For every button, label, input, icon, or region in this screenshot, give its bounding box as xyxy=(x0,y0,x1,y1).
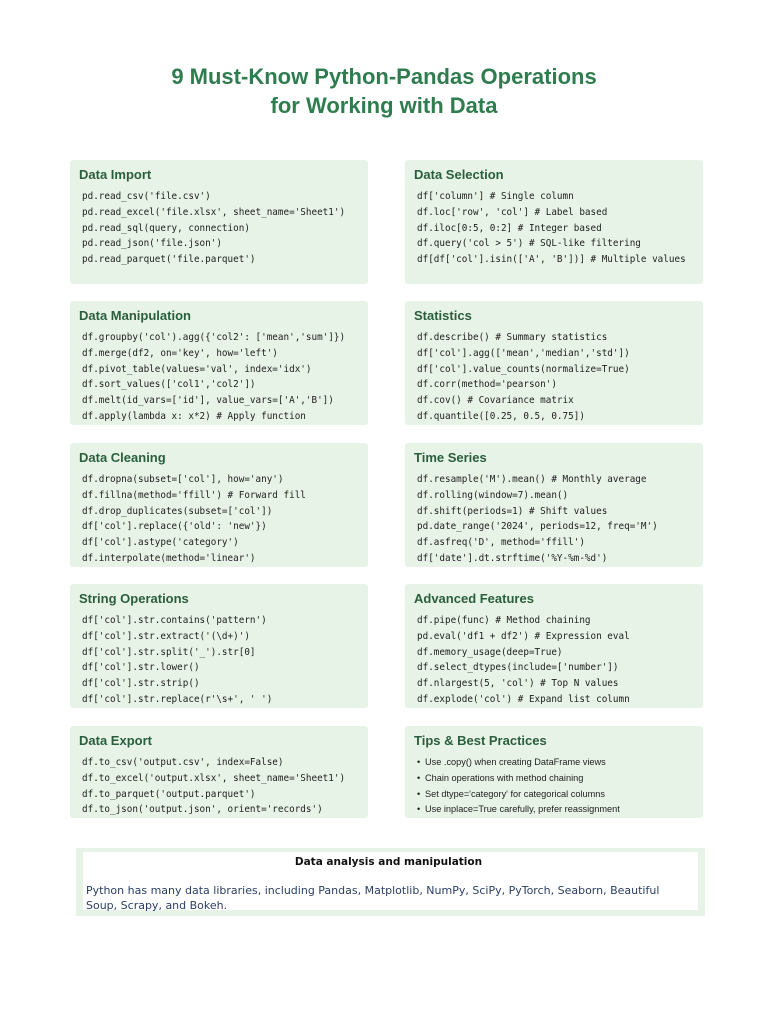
page-title-line-1: 9 Must-Know Python-Pandas Operations xyxy=(171,64,597,89)
card-title: Time Series xyxy=(414,450,487,465)
code-line: pd.date_range('2024', periods=12, freq='M') xyxy=(417,521,658,533)
card-title: Data Selection xyxy=(414,167,504,182)
card-title: Data Export xyxy=(79,733,152,748)
code-line: df['col'].astype('category') xyxy=(82,537,239,549)
code-line: df.to_excel('output.xlsx', sheet_name='Sheet1') xyxy=(82,772,346,784)
code-line: df.memory_usage(deep=True) xyxy=(417,646,563,658)
card-title: Advanced Features xyxy=(414,591,534,606)
code-line: df.explode('col') # Expand list column xyxy=(417,693,630,705)
code-line: df.query('col > 5') # SQL-like filtering xyxy=(417,238,641,250)
code-line: df.pivot_table(values='val', index='idx') xyxy=(82,363,312,375)
code-line: df['col'].str.strip() xyxy=(82,678,200,690)
code-line: df.pipe(func) # Method chaining xyxy=(417,615,591,626)
code-line: df.drop_duplicates(subset=['col']) xyxy=(82,505,273,517)
code-line: df.loc['row', 'col'] # Label based xyxy=(417,206,608,218)
code-line: df.cov() # Covariance matrix xyxy=(417,395,574,407)
code-line: df.quantile([0.25, 0.5, 0.75]) xyxy=(417,410,585,422)
card-title: Statistics xyxy=(414,308,472,323)
code-line: df['col'].str.replace(r'\s+', ' ') xyxy=(82,693,273,705)
code-list xyxy=(79,613,359,708)
code-line: df.select_dtypes(include=['number']) xyxy=(417,662,619,674)
footer-text: Python has many data libraries, including Pandas, Matplotlib, NumPy, SciPy, PyTorch, Seaborn, Beautiful Soup, Scrapy, and Bokeh. xyxy=(86,884,660,912)
code-line: df.to_json('output.json', orient='records') xyxy=(82,804,323,816)
card-title: Tips & Best Practices xyxy=(414,733,547,748)
code-list xyxy=(79,330,359,425)
code-line: df.shift(periods=1) # Shift values xyxy=(417,505,608,517)
tip-text: Chain operations with method chaining xyxy=(425,772,584,783)
footer-box xyxy=(76,848,705,916)
code-line: df.rolling(window=7).mean() xyxy=(417,489,569,501)
code-line: df.apply(lambda x: x*2) # Apply function xyxy=(82,410,306,422)
card-title: Data Manipulation xyxy=(79,308,191,323)
code-line: df.interpolate(method='linear') xyxy=(82,552,256,564)
tip-item xyxy=(414,802,694,818)
card-data-selection xyxy=(405,160,703,284)
code-line: pd.read_parquet('file.parquet') xyxy=(82,254,256,266)
code-line: df.asfreq('D', method='ffill') xyxy=(417,537,585,549)
card-title: Data Import xyxy=(79,167,152,182)
tips-list xyxy=(414,755,694,818)
code-line: df.merge(df2, on='key', how='left') xyxy=(82,347,278,359)
code-line: df['col'].str.lower() xyxy=(82,662,200,674)
code-line: df.corr(method='pearson') xyxy=(417,379,557,391)
code-line: df['col'].str.extract('(\d+)') xyxy=(82,630,250,642)
code-line: df.sort_values(['col1','col2']) xyxy=(82,379,256,391)
card-title: Data Cleaning xyxy=(79,450,166,465)
code-list xyxy=(414,613,694,708)
footer-title: Data analysis and manipulation xyxy=(294,856,483,868)
card-data-cleaning xyxy=(70,443,368,567)
code-line: pd.read_sql(query, connection) xyxy=(82,222,250,234)
card-time-series xyxy=(405,443,703,567)
card-advanced-features xyxy=(405,584,703,708)
code-line: df.to_csv('output.csv', index=False) xyxy=(82,757,284,768)
page-title xyxy=(0,62,768,120)
code-list xyxy=(79,189,359,268)
code-list xyxy=(79,472,359,567)
code-line: df.dropna(subset=['col'], how='any') xyxy=(82,474,284,485)
code-line: df['date'].dt.strftime('%Y-%m-%d') xyxy=(417,552,608,564)
card-data-manipulation xyxy=(70,301,368,425)
bullet-icon: • xyxy=(417,804,421,815)
bullet-icon: • xyxy=(417,772,421,783)
code-line: pd.read_excel('file.xlsx', sheet_name='Sheet1') xyxy=(82,206,346,218)
code-line: df.describe() # Summary statistics xyxy=(417,332,608,343)
bullet-icon: • xyxy=(417,757,421,767)
code-line: df['col'].str.split('_').str[0] xyxy=(82,646,256,658)
tip-text: Use .copy() when creating DataFrame views xyxy=(425,757,606,767)
bullet-icon: • xyxy=(417,788,421,799)
code-line: df.to_parquet('output.parquet') xyxy=(82,788,256,800)
code-list xyxy=(414,189,694,268)
code-line: pd.read_json('file.json') xyxy=(82,238,222,250)
code-line: df.groupby('col').agg({'col2': ['mean','sum']}) xyxy=(82,332,346,343)
tip-item xyxy=(414,755,694,771)
card-string-operations xyxy=(70,584,368,708)
code-line: df.resample('M').mean() # Monthly average xyxy=(417,474,647,485)
code-line: df['col'].str.contains('pattern') xyxy=(82,615,267,626)
page-title-line-2: for Working with Data xyxy=(270,93,498,118)
code-list xyxy=(79,755,359,818)
tip-item xyxy=(414,771,694,787)
code-line: df['col'].value_counts(normalize=True) xyxy=(417,363,630,375)
card-statistics xyxy=(405,301,703,425)
code-line: pd.eval('df1 + df2') # Expression eval xyxy=(417,630,630,642)
code-line: df[df['col'].isin(['A', 'B'])] # Multiple values xyxy=(417,254,686,266)
card-data-export xyxy=(70,726,368,818)
footer-inner xyxy=(83,852,698,910)
tip-text: Use inplace=True carefully, prefer reassignment xyxy=(425,804,620,815)
card-data-import xyxy=(70,160,368,284)
code-list xyxy=(414,330,694,425)
code-line: df['col'].agg(['mean','median','std']) xyxy=(417,347,630,359)
card-title: String Operations xyxy=(79,591,189,606)
code-line: df.melt(id_vars=['id'], value_vars=['A','B']) xyxy=(82,395,334,407)
code-line: df.nlargest(5, 'col') # Top N values xyxy=(417,678,619,690)
code-line: df['col'].replace({'old': 'new'}) xyxy=(82,521,267,533)
code-line: df['column'] # Single column xyxy=(417,191,574,202)
code-list xyxy=(414,472,694,567)
card-tips-best-practices xyxy=(405,726,703,818)
tip-item xyxy=(414,787,694,803)
code-line: df.iloc[0:5, 0:2] # Integer based xyxy=(417,222,602,234)
code-line: df.fillna(method='ffill') # Forward fill xyxy=(82,489,306,501)
tip-text: Set dtype='category' for categorical columns xyxy=(425,788,605,799)
code-line: pd.read_csv('file.csv') xyxy=(82,191,211,202)
